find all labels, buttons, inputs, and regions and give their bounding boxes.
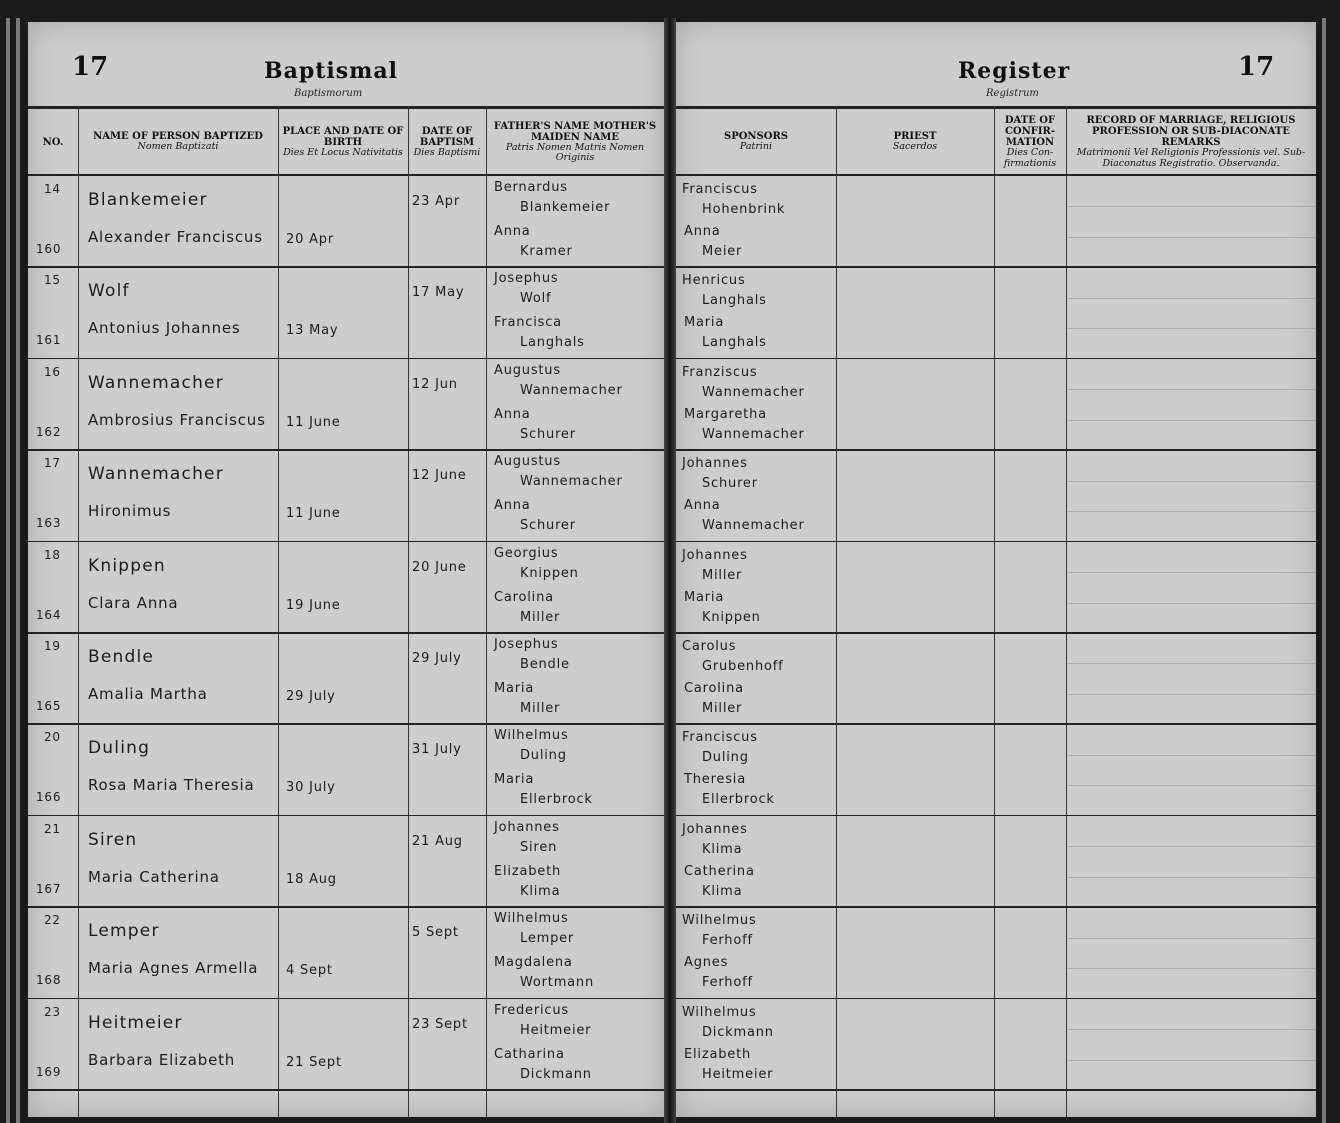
col-header-confirmation: [996, 116, 1064, 168]
father-surname: Blankemeier: [520, 200, 611, 215]
register-number: 167: [36, 881, 62, 896]
mother-maiden-name: Langhals: [520, 335, 585, 351]
register-number: 169: [36, 1064, 62, 1079]
mother-maiden-name: Kramer: [520, 244, 573, 259]
entry-number: 15: [44, 273, 61, 288]
col-header-label: FATHER'S NAME MOTHER'S MAIDEN NAME: [493, 120, 657, 143]
sponsor-2-surname: Wannemacher: [702, 518, 805, 534]
sponsor-1-surname: Dickmann: [702, 1024, 774, 1040]
ruled-line: [1068, 328, 1316, 329]
sponsor-1-surname: Hohenbrink: [702, 202, 786, 217]
book-edge-left-inner: [16, 18, 20, 1123]
book-spine: [664, 18, 676, 1123]
baptism-date: 20 June: [412, 559, 467, 575]
left-page-title: Baptismal: [264, 58, 399, 84]
sponsor-1-surname: Schurer: [702, 476, 758, 492]
mother-given-name: Maria: [494, 772, 535, 788]
baptism-date: 12 June: [412, 468, 467, 484]
mother-maiden-name: Schurer: [520, 518, 576, 534]
sponsor-1-surname: Langhals: [702, 293, 767, 309]
ruled-line: [1068, 572, 1316, 573]
baptism-date: 31 July: [412, 742, 462, 758]
entry-number: 23: [44, 1004, 61, 1019]
register-number: 166: [36, 790, 62, 805]
col-header-latin: Dies Baptismi: [413, 146, 481, 158]
right-page: [676, 22, 1316, 1117]
sponsor-1-given-name: Wilhelmus: [682, 1004, 757, 1020]
surname: Wolf: [88, 281, 130, 302]
sponsor-2-surname: Miller: [702, 701, 743, 716]
surname: Blankemeier: [88, 190, 208, 210]
sponsor-1-surname: Miller: [702, 567, 743, 583]
col-header-latin: Sacerdos: [892, 141, 938, 153]
entry-number: 14: [44, 182, 61, 196]
ruled-line: [1068, 206, 1316, 207]
entry-number: 16: [44, 364, 61, 379]
mother-given-name: Catharina: [494, 1046, 565, 1062]
entry-separator: [676, 358, 1316, 360]
birth-date: 29 July: [286, 689, 336, 704]
left-page-subtitle: Baptismorum: [294, 88, 363, 99]
birth-date: 11 June: [286, 414, 341, 430]
book-edge-right: [1322, 18, 1326, 1123]
given-names: Hironimus: [88, 502, 172, 521]
col-header-label: PRIEST: [893, 131, 937, 143]
col-header-label: SPONSORS: [723, 131, 789, 143]
col-header-priest: [838, 116, 992, 168]
col-header-label: NAME OF PERSON BAPTIZED: [93, 131, 263, 143]
birth-date: 20 Apr: [286, 232, 334, 247]
mother-given-name: Maria: [494, 681, 535, 696]
baptism-date: 12 Jun: [412, 376, 458, 392]
register-number: 162: [36, 424, 62, 439]
birth-date: 4 Sept: [286, 963, 333, 979]
ruled-line: [1068, 694, 1316, 695]
sponsor-2-given-name: Anna: [684, 498, 721, 514]
register-number: 161: [36, 333, 62, 348]
col-divider: [836, 106, 837, 1117]
col-header-remarks: [1068, 116, 1314, 168]
right-page-subtitle: Registrum: [986, 88, 1039, 99]
ruled-line: [1068, 938, 1316, 939]
father-given-name: Fredericus: [494, 1002, 569, 1018]
sponsor-2-surname: Meier: [702, 244, 743, 259]
entry-separator: [28, 906, 664, 908]
header-rule: [676, 174, 1316, 176]
entry-separator: [28, 632, 664, 634]
entry-separator: [28, 723, 664, 725]
given-names: Barbara Elizabeth: [88, 1050, 236, 1069]
surname: Knippen: [88, 555, 166, 576]
baptism-date: 29 July: [412, 651, 462, 666]
baptism-date: 23 Apr: [412, 194, 460, 209]
entry-number: 17: [44, 456, 61, 471]
col-header-label: DATE OF CONFIR- MATION: [1004, 115, 1056, 149]
mother-maiden-name: Klima: [520, 883, 561, 899]
sponsor-2-surname: Klima: [702, 883, 743, 899]
sponsor-2-surname: Knippen: [702, 609, 761, 625]
father-given-name: Josephus: [494, 271, 559, 287]
surname: Duling: [88, 738, 151, 759]
mother-given-name: Francisca: [494, 315, 562, 331]
ruled-line: [1068, 603, 1316, 604]
col-divider: [486, 106, 487, 1117]
sponsor-1-given-name: Johannes: [682, 547, 748, 563]
top-rule: [676, 106, 1316, 109]
left-register-table: [28, 106, 664, 1117]
ruled-line: [1068, 1060, 1316, 1061]
entry-separator: [676, 266, 1316, 268]
mother-given-name: Magdalena: [494, 955, 573, 971]
sponsor-2-surname: Wannemacher: [702, 426, 805, 442]
father-given-name: Augustus: [494, 362, 561, 378]
sponsor-1-surname: Duling: [702, 750, 749, 766]
entry-separator: [28, 266, 664, 268]
sponsor-2-surname: Heitmeier: [702, 1066, 774, 1082]
father-given-name: Bernardus: [494, 180, 568, 195]
father-surname: Wolf: [520, 291, 552, 307]
right-page-title: Register: [958, 58, 1071, 84]
top-rule: [28, 106, 664, 109]
father-surname: Wannemacher: [520, 474, 623, 490]
ruled-line: [1068, 663, 1316, 664]
father-given-name: Augustus: [494, 454, 561, 470]
ruled-line: [1068, 237, 1316, 238]
entry-separator: [676, 998, 1316, 1000]
sponsor-1-surname: Ferhoff: [702, 933, 753, 949]
col-header-sponsors: [676, 116, 836, 168]
given-names: Maria Agnes Armella: [88, 959, 259, 978]
left-page: [28, 22, 664, 1117]
sponsor-1-given-name: Carolus: [682, 639, 737, 654]
mother-maiden-name: Miller: [520, 701, 561, 716]
ruled-line: [1068, 846, 1316, 847]
col-header-latin: Dies Et Locus Nativitatis: [283, 146, 403, 158]
ruled-line: [1068, 755, 1316, 756]
sponsor-2-given-name: Anna: [684, 224, 721, 239]
sponsor-2-given-name: Elizabeth: [684, 1046, 752, 1062]
col-divider: [1066, 106, 1067, 1117]
birth-date: 11 June: [286, 506, 341, 522]
mother-given-name: Anna: [494, 224, 531, 239]
baptism-date: 21 Aug: [412, 833, 463, 849]
father-given-name: Wilhelmus: [494, 911, 569, 927]
register-number: 165: [36, 699, 62, 713]
entry-separator: [676, 1089, 1316, 1091]
mother-maiden-name: Miller: [520, 609, 561, 625]
father-surname: Siren: [520, 839, 558, 855]
col-divider: [278, 106, 279, 1117]
header-rule: [28, 174, 664, 176]
entry-number: 22: [44, 913, 61, 928]
given-names: Alexander Franciscus: [88, 228, 263, 246]
register-number: 168: [36, 973, 62, 988]
mother-given-name: Carolina: [494, 589, 554, 605]
father-given-name: Wilhelmus: [494, 728, 569, 744]
entry-separator: [28, 449, 664, 451]
sponsor-2-given-name: Carolina: [684, 681, 744, 696]
sponsor-2-given-name: Maria: [684, 315, 725, 331]
sponsor-2-surname: Ferhoff: [702, 975, 753, 991]
birth-date: 18 Aug: [286, 871, 337, 887]
mother-maiden-name: Dickmann: [520, 1066, 592, 1082]
birth-date: 21 Sept: [286, 1054, 342, 1070]
entry-separator: [28, 358, 664, 360]
given-names: Maria Catherina: [88, 867, 220, 886]
col-header-latin: Dies Con- firmationis: [1003, 147, 1057, 169]
mother-maiden-name: Wortmann: [520, 975, 594, 991]
surname: Bendle: [88, 647, 155, 667]
sponsor-1-given-name: Franciscus: [682, 730, 758, 746]
sponsor-1-given-name: Johannes: [682, 456, 748, 472]
sponsor-1-given-name: Franciscus: [682, 182, 758, 197]
sponsor-2-surname: Ellerbrock: [702, 792, 775, 808]
entry-number: 20: [44, 730, 61, 745]
mother-maiden-name: Ellerbrock: [520, 792, 593, 808]
sponsor-1-given-name: Franziscus: [682, 364, 758, 380]
right-page-number: 17: [1238, 52, 1275, 82]
mother-maiden-name: Schurer: [520, 426, 576, 442]
father-surname: Knippen: [520, 565, 579, 581]
baptism-date: 17 May: [412, 285, 465, 301]
entry-separator: [28, 815, 664, 817]
father-surname: Wannemacher: [520, 382, 623, 398]
ruled-line: [1068, 481, 1316, 482]
entry-number: 19: [44, 639, 61, 653]
col-header-birth: [280, 116, 406, 168]
given-names: Antonius Johannes: [88, 319, 241, 338]
sponsor-1-given-name: Henricus: [682, 273, 746, 289]
col-header-baptism: [410, 116, 484, 168]
col-divider: [994, 106, 995, 1117]
father-given-name: Josephus: [494, 637, 559, 652]
surname: Wannemacher: [88, 464, 224, 485]
surname: Lemper: [88, 921, 160, 942]
father-surname: Duling: [520, 748, 567, 764]
father-given-name: Georgius: [494, 545, 559, 561]
register-number: 160: [36, 242, 62, 256]
left-page-number: 17: [72, 52, 109, 82]
col-header-latin: Patris Nomen Matris Nomen Originis: [505, 141, 645, 163]
sponsor-2-given-name: Maria: [684, 589, 725, 605]
entry-number: 21: [44, 821, 61, 836]
birth-date: 13 May: [286, 323, 339, 339]
surname: Wannemacher: [88, 372, 224, 393]
baptism-date: 5 Sept: [412, 925, 459, 941]
sponsor-2-given-name: Catherina: [684, 863, 755, 879]
mother-given-name: Anna: [494, 498, 531, 514]
given-names: Ambrosius Franciscus: [88, 410, 266, 429]
col-header-latin: Nomen Baptizati: [137, 141, 219, 153]
given-names: Clara Anna: [88, 593, 179, 612]
ruled-line: [1068, 511, 1316, 512]
given-names: Amalia Martha: [88, 685, 208, 703]
father-surname: Bendle: [520, 657, 570, 672]
sponsor-2-given-name: Margaretha: [684, 406, 767, 422]
father-surname: Lemper: [520, 931, 575, 947]
right-register-table: [676, 106, 1316, 1117]
ruled-line: [1068, 1029, 1316, 1030]
register-number: 164: [36, 607, 62, 622]
surname: Siren: [88, 829, 138, 850]
col-header-latin: Patrini: [739, 141, 773, 153]
entry-separator: [676, 815, 1316, 817]
entry-separator: [28, 541, 664, 543]
col-header-label: PLACE AND DATE OF BIRTH: [282, 125, 404, 148]
entry-separator: [676, 723, 1316, 725]
col-header-name: [78, 116, 278, 168]
col-header-label: RECORD OF MARRIAGE, RELIGIOUS PROFESSION OR SUB-DIACONATE REMARKS: [1086, 115, 1296, 149]
book-edge-left: [6, 18, 10, 1123]
entry-separator: [28, 1089, 664, 1091]
col-header-label: DATE OF BAPTISM: [419, 125, 475, 148]
col-header-label: NO.: [42, 136, 64, 148]
sponsor-2-surname: Langhals: [702, 335, 767, 351]
birth-date: 19 June: [286, 597, 341, 613]
sponsor-1-surname: Wannemacher: [702, 384, 805, 400]
given-names: Rosa Maria Theresia: [88, 776, 255, 795]
entry-number: 18: [44, 547, 61, 562]
col-header-no: [28, 116, 78, 168]
father-given-name: Johannes: [494, 819, 560, 835]
ruled-line: [1068, 877, 1316, 878]
sponsor-1-given-name: Wilhelmus: [682, 913, 757, 929]
entry-separator: [676, 541, 1316, 543]
father-surname: Heitmeier: [520, 1022, 592, 1038]
entry-separator: [676, 449, 1316, 451]
col-header-latin: Matrimonii Vel Religionis Professionis vel. Sub-Diaconatus Registratio. Observanda.: [1076, 147, 1306, 169]
col-divider: [408, 106, 409, 1117]
col-header-parents: [488, 116, 662, 168]
col-divider: [78, 106, 79, 1117]
sponsor-2-given-name: Theresia: [684, 772, 746, 788]
baptism-date: 23 Sept: [412, 1016, 468, 1032]
ruled-line: [1068, 389, 1316, 390]
ruled-line: [1068, 785, 1316, 786]
entry-separator: [676, 906, 1316, 908]
mother-given-name: Elizabeth: [494, 863, 562, 879]
entry-separator: [676, 632, 1316, 634]
ruled-line: [1068, 968, 1316, 969]
birth-date: 30 July: [286, 780, 336, 796]
sponsor-1-surname: Grubenhoff: [702, 659, 784, 674]
register-number: 163: [36, 516, 62, 531]
entry-separator: [28, 998, 664, 1000]
surname: Heitmeier: [88, 1012, 183, 1033]
sponsor-2-given-name: Agnes: [684, 955, 729, 971]
sponsor-1-surname: Klima: [702, 841, 743, 857]
sponsor-1-given-name: Johannes: [682, 821, 748, 837]
mother-given-name: Anna: [494, 406, 531, 422]
ruled-line: [1068, 298, 1316, 299]
ruled-line: [1068, 420, 1316, 421]
